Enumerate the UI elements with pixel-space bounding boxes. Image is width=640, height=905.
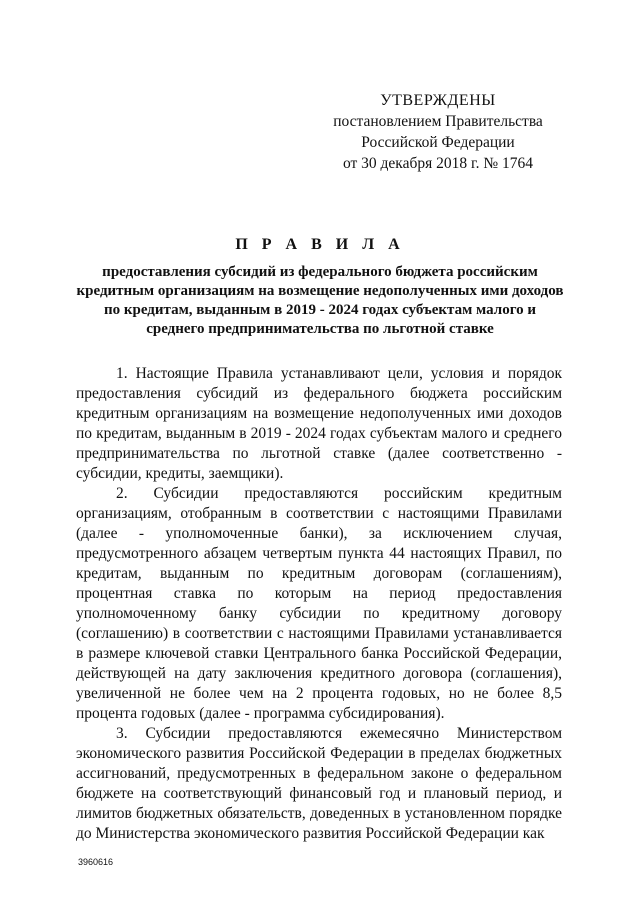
document-id: 3960616 xyxy=(78,857,114,867)
paragraph-3: 3. Субсидии предоставляются ежемесячно Министерством экономического развития Российской Федерации в пределах бюджетных ассигнований, предусмотренных в федеральном законе о федеральном бюджете на соответствующий финансовый год и плановый период, и лимитов бюджетных обязательств, доведенных в установленном порядке до Министерства экономического развития Российской Федерации как xyxy=(76,725,562,842)
approval-line-3: от 30 декабря 2018 г. № 1764 xyxy=(342,155,534,172)
approval-block xyxy=(318,90,558,174)
approval-line-2: Российской Федерации xyxy=(361,134,515,151)
paragraph-1: 1. Настоящие Правила устанавливают цели, условия и порядок предоставления субсидий из федерального бюджета российским кредитным организациям на возмещение недополученных ими доходов по кредитам, выданным в 2019 - 2024 годах субъектам малого и среднего предпринимательства по льготной ставке (далее соответственно - субсидии, кредиты, заемщики). xyxy=(76,365,562,482)
approval-line-1: постановлением Правительства xyxy=(333,113,543,130)
document-title: П Р А В И Л А xyxy=(235,236,405,253)
document-body xyxy=(76,364,562,844)
paragraph-2: 2. Субсидии предоставляются российским кредитным организациям, отобранным в соответствии с настоящими Правилами (далее - уполномоченные банки), за исключением случая, предусмотренного абзацем четвертым пункта 44 настоящих Правил, по кредитам, выданным по кредитным договорам (соглашениям), процентная ставка по которым на период предоставления уполномоченному банку субсидии по кредитному договору (соглашению) в соответствии с настоящими Правилами устанавливается в размере ключевой ставки Центрального банка Российской Федерации, действующей на дату заключения кредитного договора (соглашения), увеличенной не более чем на 2 процента годовых, но не более 8,5 процента годовых (далее - программа субсидирования). xyxy=(76,485,562,722)
document-subtitle: предоставления субсидий из федерального бюджета российским кредитным организациям на возмещение недополученных ими доходов по кредитам, выданным в 2019 - 2024 годах субъектам малого и среднего предпринимательства по льготной ставке xyxy=(76,264,564,337)
approval-heading: УТВЕРЖДЕНЫ xyxy=(380,92,496,109)
